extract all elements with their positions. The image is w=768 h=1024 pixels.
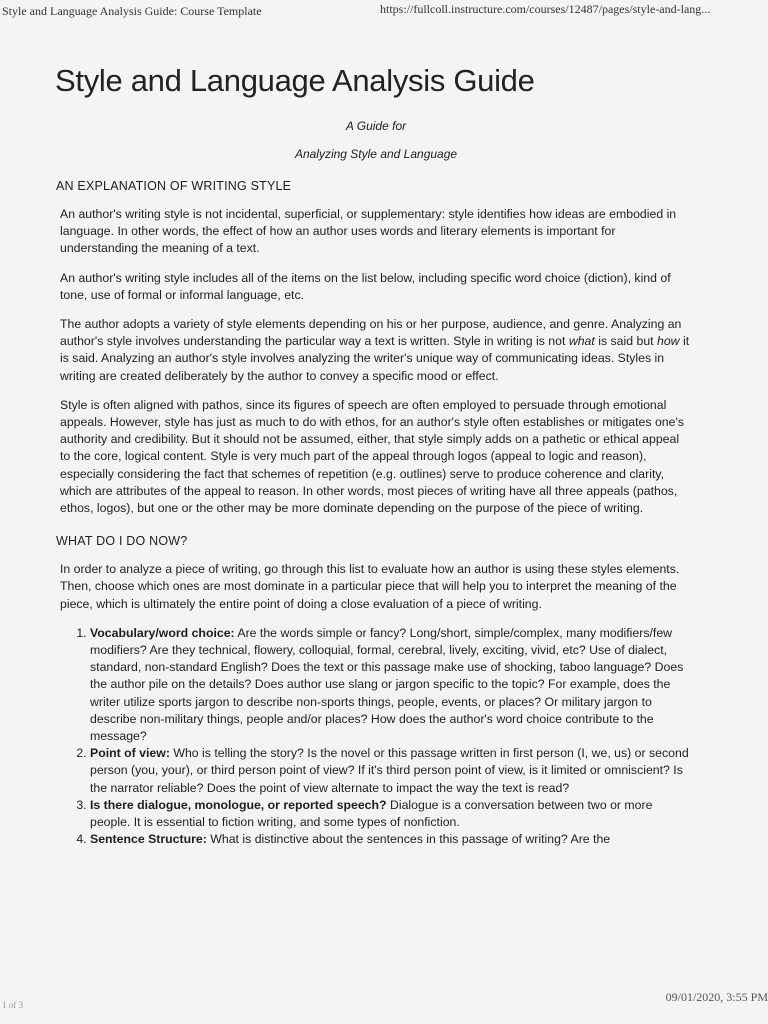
print-header-url[interactable]: https://fullcoll.instructure.com/courses/12487/pages/style-and-lang...: [380, 2, 711, 16]
list-item-text: Who is telling the story? Is the novel or this passage written in first person (I, we, us) or second person (you, your), or third person point of view? If it's third person point of view, is it limited or omniscient? Is the narrator reliable? Does the point of view alternate to impact the way the text is read?: [90, 746, 689, 795]
list-item-label: Point of view:: [90, 746, 170, 761]
list-item-label: Vocabulary/word choice:: [90, 625, 235, 640]
print-footer-timestamp: 09/01/2020, 3:55 PM: [665, 990, 768, 1004]
list-item-text: What is distinctive about the sentences in this passage of writing? Are the: [206, 832, 611, 847]
emphasis-how: how: [657, 334, 680, 349]
paragraph: An author's writing style includes all of the items on the list below, including specific word choice (diction), kind of tone, use of formal or informal language, etc.: [60, 270, 671, 302]
print-page-number: 1 of 3: [2, 1000, 23, 1010]
list-item: [90, 625, 692, 745]
section-heading-writing-style: AN EXPLANATION OF WRITING STYLE: [56, 179, 292, 193]
paragraph: An author's writing style is not incidental, superficial, or supplementary: style identifies how ideas are embodied in language. In other words, the effect of how an author uses words and literary elements is important for understanding the meaning of a text.: [60, 207, 677, 256]
style-elements-list: [60, 625, 692, 849]
paragraph: [60, 316, 692, 385]
paragraph: In order to analyze a piece of writing, go through this list to evaluate how an author is using these styles elements. Then, choose which ones are most dominate in a particular piece that will help you to interpret the meaning of the piece, which is ultimately the entire point of doing a close evaluation of a piece of writing.: [60, 562, 680, 611]
subtitle-line2: Analyzing Style and Language: [294, 147, 458, 161]
list-item: [90, 797, 692, 831]
paragraph: Style is often aligned with pathos, since its figures of speech are often employed to persuade through emotional appeals. However, style has just as much to do with ethos, for an author's style often establishes or mitigates one's authority and credibility. But it should not be assumed, either, that style simply adds on a pathetic or ethical appeal to the core, logical content. Style is very much part of the appeal through logos (appeal to logic and reason), especially considering the fact that schemes of repetition (e.g. outlines) serve to produce coherence and clarity, which are attributes of the appeal to reason. In other words, most pieces of writing have all three appeals (pathos, ethos, logos), but one or the other may be more dominate depending on the purpose of the piece of writing.: [60, 397, 684, 516]
list-item: [90, 831, 692, 848]
emphasis-what: what: [568, 334, 595, 349]
list-item-text: Dialogue is a conversation between two or more people. It is essential to fiction writing, and some types of nonfiction.: [90, 797, 653, 830]
print-header: [0, 0, 768, 22]
section-heading-what-now: WHAT DO I DO NOW?: [56, 534, 188, 549]
page-content: [55, 62, 692, 849]
list-item-label: Sentence Structure:: [90, 832, 207, 847]
list-item: [90, 745, 692, 797]
text-run: The author adopts a variety of style elements depending on his or her purpose, audience, and genre. Analyzing an author's style involves understanding the particular way a text is written. Style in writing is not: [60, 317, 682, 349]
print-header-title: Style and Language Analysis Guide: Course Template: [2, 4, 262, 18]
list-item-label: Is there dialogue, monologue, or reported speech?: [90, 797, 387, 812]
text-run: is said but: [594, 334, 657, 349]
subtitle-line1: A Guide for: [345, 119, 407, 133]
text-run: it is said. Analyzing an author's style involves analyzing the writer's unique way of communicating ideas. Styles in writing are created deliberately by the author to convey a specific mood or effect.: [60, 334, 690, 383]
page-title: Style and Language Analysis Guide: [55, 63, 535, 98]
list-item-text: Are the words simple or fancy? Long/short, simple/complex, many modifiers/few modifiers? Are they technical, flowery, colloquial, formal, cerebral, lively, exciting, vivid, etc? Use of dialect, standard, non-standard English? Does the text or this passage make use of shocking, taboo language? Does the author pile on the details? Does author use slang or jargon specific to the topic? For example, does the writer utilize sports jargon to describe non-sports things, people, events, or places? Or military jargon to describe non-military things, people and/or places? How does the author's word choice contribute to the message?: [90, 625, 684, 744]
